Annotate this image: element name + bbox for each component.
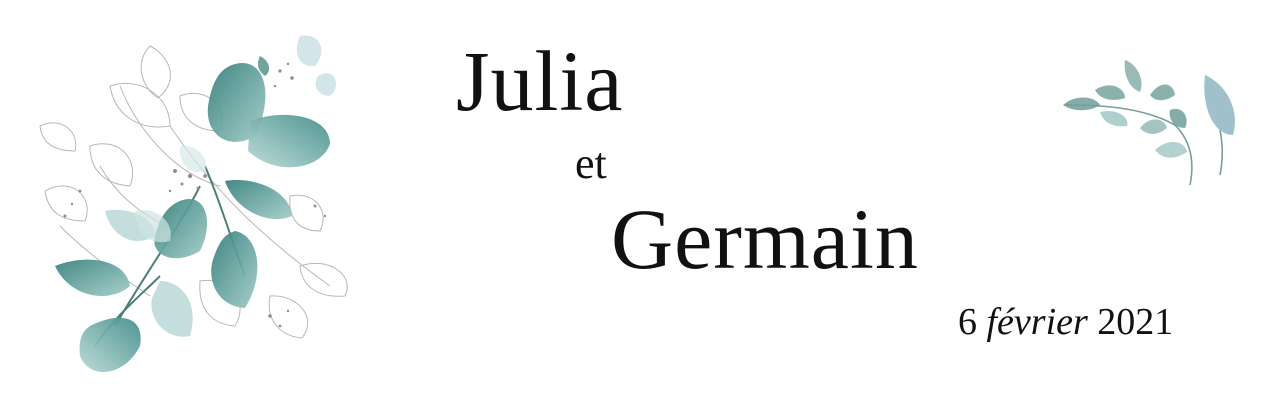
first-name: Julia (456, 33, 624, 129)
date-year: 2021 (1097, 301, 1174, 343)
date-day: 6 (958, 301, 977, 343)
eucalyptus-sprig-icon (1055, 50, 1250, 195)
wedding-date (958, 303, 1173, 341)
conjunction: et (575, 139, 607, 188)
eucalyptus-bouquet-icon (30, 26, 370, 386)
second-name: Germain (611, 191, 919, 287)
date-month: février (986, 301, 1088, 343)
